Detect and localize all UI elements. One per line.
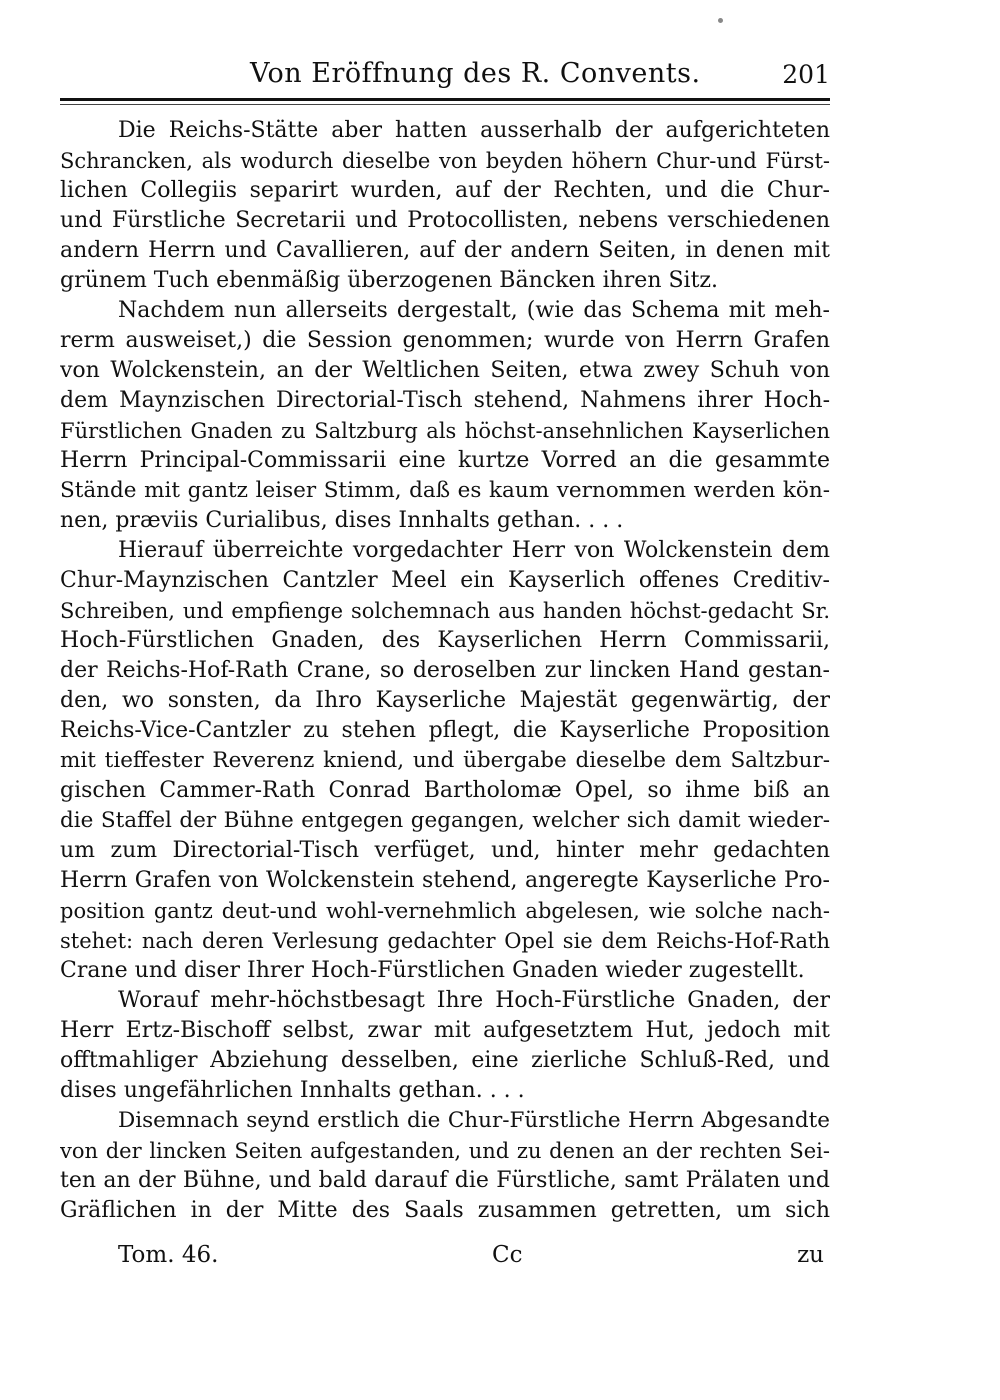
text-line: stehet: nach deren Verlesung gedachter Opel sie dem Reichs-Hof-Rath bbox=[60, 929, 830, 953]
text-line: ten an der Bühne, und bald darauf die Fürstliche, samt Prälaten und bbox=[60, 1168, 830, 1193]
running-title: Von Eröffnung des R. Convents. bbox=[250, 58, 701, 89]
body-text bbox=[60, 116, 830, 1226]
text-line: Crane und diser Ihrer Hoch-Fürstlichen Gnaden wieder zugestellt. bbox=[60, 958, 805, 983]
text-line: Fürstlichen Gnaden zu Saltzburg als höchst-ansehnlichen Kayserlichen bbox=[60, 419, 830, 443]
page-header bbox=[60, 58, 830, 98]
page-footer bbox=[60, 1242, 830, 1274]
text-line: Stände mit gantz leiser Stimm, daß es kaum vernommen werden kön- bbox=[60, 478, 830, 503]
print-speck bbox=[718, 18, 723, 23]
text-line: Schrancken, als wodurch dieselbe von beyden höhern Chur-und Fürst- bbox=[60, 149, 830, 173]
text-line: den, wo sonsten, da Ihro Kayserliche Majestät gegenwärtig, der bbox=[60, 688, 830, 713]
text-line: um zum Directorial-Tisch verfüget, und, hinter mehr gedachten bbox=[60, 838, 830, 863]
text-line: Worauf mehr-höchstbesagt Ihre Hoch-Fürstliche Gnaden, der bbox=[118, 988, 830, 1013]
text-line: die Staffel der Bühne entgegen gegangen, welcher sich damit wieder- bbox=[60, 808, 830, 833]
text-line: dem Maynzischen Directorial-Tisch stehend, Nahmens ihrer Hoch- bbox=[60, 388, 830, 413]
catchword: zu bbox=[797, 1242, 824, 1268]
text-line: und Fürstliche Secretarii und Protocollisten, nebens verschiedenen bbox=[60, 208, 830, 233]
header-rule-thin bbox=[60, 104, 830, 105]
text-line: Nachdem nun allerseits dergestalt, (wie das Schema mit meh- bbox=[118, 298, 830, 323]
text-line: von der lincken Seiten aufgestanden, und zu denen an der rechten Sei- bbox=[60, 1139, 830, 1163]
text-line: mit tieffester Reverenz kniend, und übergabe dieselbe dem Saltzbur- bbox=[60, 748, 830, 773]
text-line: andern Herrn und Cavallieren, auf der andern Seiten, in denen mit bbox=[60, 238, 830, 263]
page-number: 201 bbox=[782, 60, 830, 89]
text-line: nen, præviis Curialibus, dises Innhalts gethan. . . . bbox=[60, 508, 624, 533]
text-line: Herr Ertz-Bischoff selbst, zwar mit aufgesetztem Hut, jedoch mit bbox=[60, 1018, 830, 1043]
text-line: Herrn Grafen von Wolckenstein stehend, angeregte Kayserliche Pro- bbox=[60, 868, 830, 893]
text-line: Chur-Maynzischen Cantzler Meel ein Kayserlich offenes Creditiv- bbox=[60, 568, 830, 593]
tome-number: Tom. 46. bbox=[118, 1242, 219, 1268]
text-line: Reichs-Vice-Cantzler zu stehen pflegt, die Kayserliche Proposition bbox=[60, 718, 830, 743]
signature-mark: Cc bbox=[492, 1242, 523, 1268]
text-line: Hoch-Fürstlichen Gnaden, des Kayserlichen Herrn Commissarii, bbox=[60, 628, 830, 653]
text-line: Schreiben, und empfienge solchemnach aus handen höchst-gedacht Sr. bbox=[60, 599, 830, 623]
text-line: grünem Tuch ebenmäßig überzogenen Bäncken ihren Sitz. bbox=[60, 268, 719, 293]
text-line: der Reichs-Hof-Rath Crane, so deroselben zur lincken Hand gestan- bbox=[60, 658, 830, 683]
text-line: Die Reichs-Stätte aber hatten ausserhalb der aufgerichteten bbox=[118, 118, 830, 143]
text-line: position gantz deut-und wohl-vernehmlich abgelesen, wie solche nach- bbox=[60, 899, 830, 923]
text-line: Gräflichen in der Mitte des Saals zusammen getretten, um sich bbox=[60, 1198, 830, 1223]
text-line: offtmahliger Abziehung desselben, eine zierliche Schluß-Red, und bbox=[60, 1048, 830, 1073]
text-line: gischen Cammer-Rath Conrad Bartholomæ Opel, so ihme biß an bbox=[60, 778, 830, 803]
text-line: lichen Collegiis separirt wurden, auf der Rechten, und die Chur- bbox=[60, 178, 830, 203]
text-line: Hierauf überreichte vorgedachter Herr von Wolckenstein dem bbox=[118, 538, 830, 563]
text-line: rerm ausweiset,) die Session genommen; wurde von Herrn Grafen bbox=[60, 328, 830, 353]
text-line: Disemnach seynd erstlich die Chur-Fürstliche Herrn Abgesandte bbox=[118, 1108, 830, 1133]
header-rule bbox=[60, 98, 830, 101]
text-line: Herrn Principal-Commissarii eine kurtze Vorred an die gesammte bbox=[60, 448, 830, 473]
text-line: von Wolckenstein, an der Weltlichen Seiten, etwa zwey Schuh von bbox=[60, 358, 830, 383]
text-line: dises ungefährlichen Innhalts gethan. . . . bbox=[60, 1078, 525, 1103]
